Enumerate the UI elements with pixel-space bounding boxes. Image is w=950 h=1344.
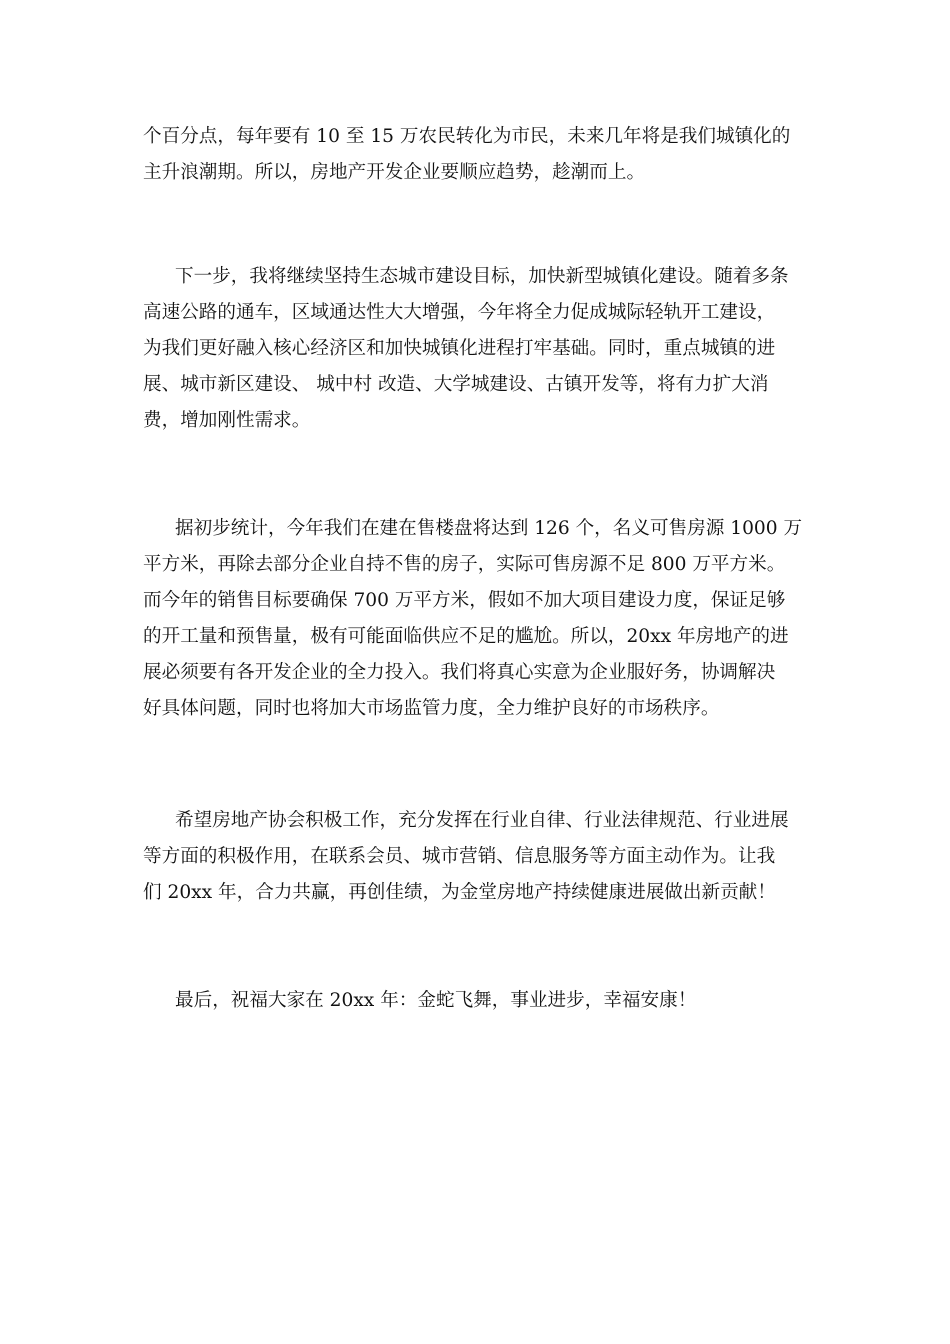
paragraph-line: 好具体问题，同时也将加大市场监管力度，全力维护良好的市场秩序。 [143,698,720,719]
paragraph-line: 平方米，再除去部分企业自持不售的房子，实际可售房源不足 800 万平方米。 [143,554,786,575]
paragraph-line: 最后，祝福大家在 20xx 年：金蛇飞舞，事业进步，幸福安康！ [175,990,697,1011]
paragraph-2 [143,259,815,439]
paragraph-line: 个百分点，每年要有 10 至 15 万农民转化为市民，未来几年将是我们城镇化的 [143,126,791,147]
paragraph-line: 展、城市新区建设、 城中村 改造、大学城建设、古镇开发等，将有力扩大消 [143,374,769,395]
paragraph-3 [143,511,815,727]
paragraph-5 [143,983,815,1019]
paragraph-line: 费，增加刚性需求。 [143,410,311,431]
paragraph-4 [143,803,815,911]
paragraph-line: 而今年的销售目标要确保 700 万平方米，假如不加大项目建设力度，保证足够 [143,590,786,611]
paragraph-line: 希望房地产协会积极工作，充分发挥在行业自律、行业法律规范、行业进展 [175,810,789,831]
paragraph-1 [143,119,815,191]
paragraph-line: 等方面的积极作用，在联系会员、城市营销、信息服务等方面主动作为。让我 [143,846,776,867]
paragraph-line: 展必须要有各开发企业的全力投入。我们将真心实意为企业服好务，协调解决 [143,662,776,683]
paragraph-line: 据初步统计，今年我们在建在售楼盘将达到 126 个，名义可售房源 1000 万 [175,518,803,539]
paragraph-line: 的开工量和预售量，极有可能面临供应不足的尴尬。所以，20xx 年房地产的进 [143,626,789,647]
paragraph-line: 为我们更好融入核心经济区和加快城镇化进程打牢基础。同时，重点城镇的进 [143,338,776,359]
paragraph-line: 主升浪潮期。所以，房地产开发企业要顺应趋势，趁潮而上。 [143,162,646,183]
paragraph-line: 们 20xx 年，合力共赢，再创佳绩，为金堂房地产持续健康进展做出新贡献！ [143,882,776,903]
paragraph-line: 高速公路的通车，区域通达性大大增强，今年将全力促成城际轻轨开工建设， [143,302,776,323]
paragraph-line: 下一步，我将继续坚持生态城市建设目标，加快新型城镇化建设。随着多条 [175,266,789,287]
